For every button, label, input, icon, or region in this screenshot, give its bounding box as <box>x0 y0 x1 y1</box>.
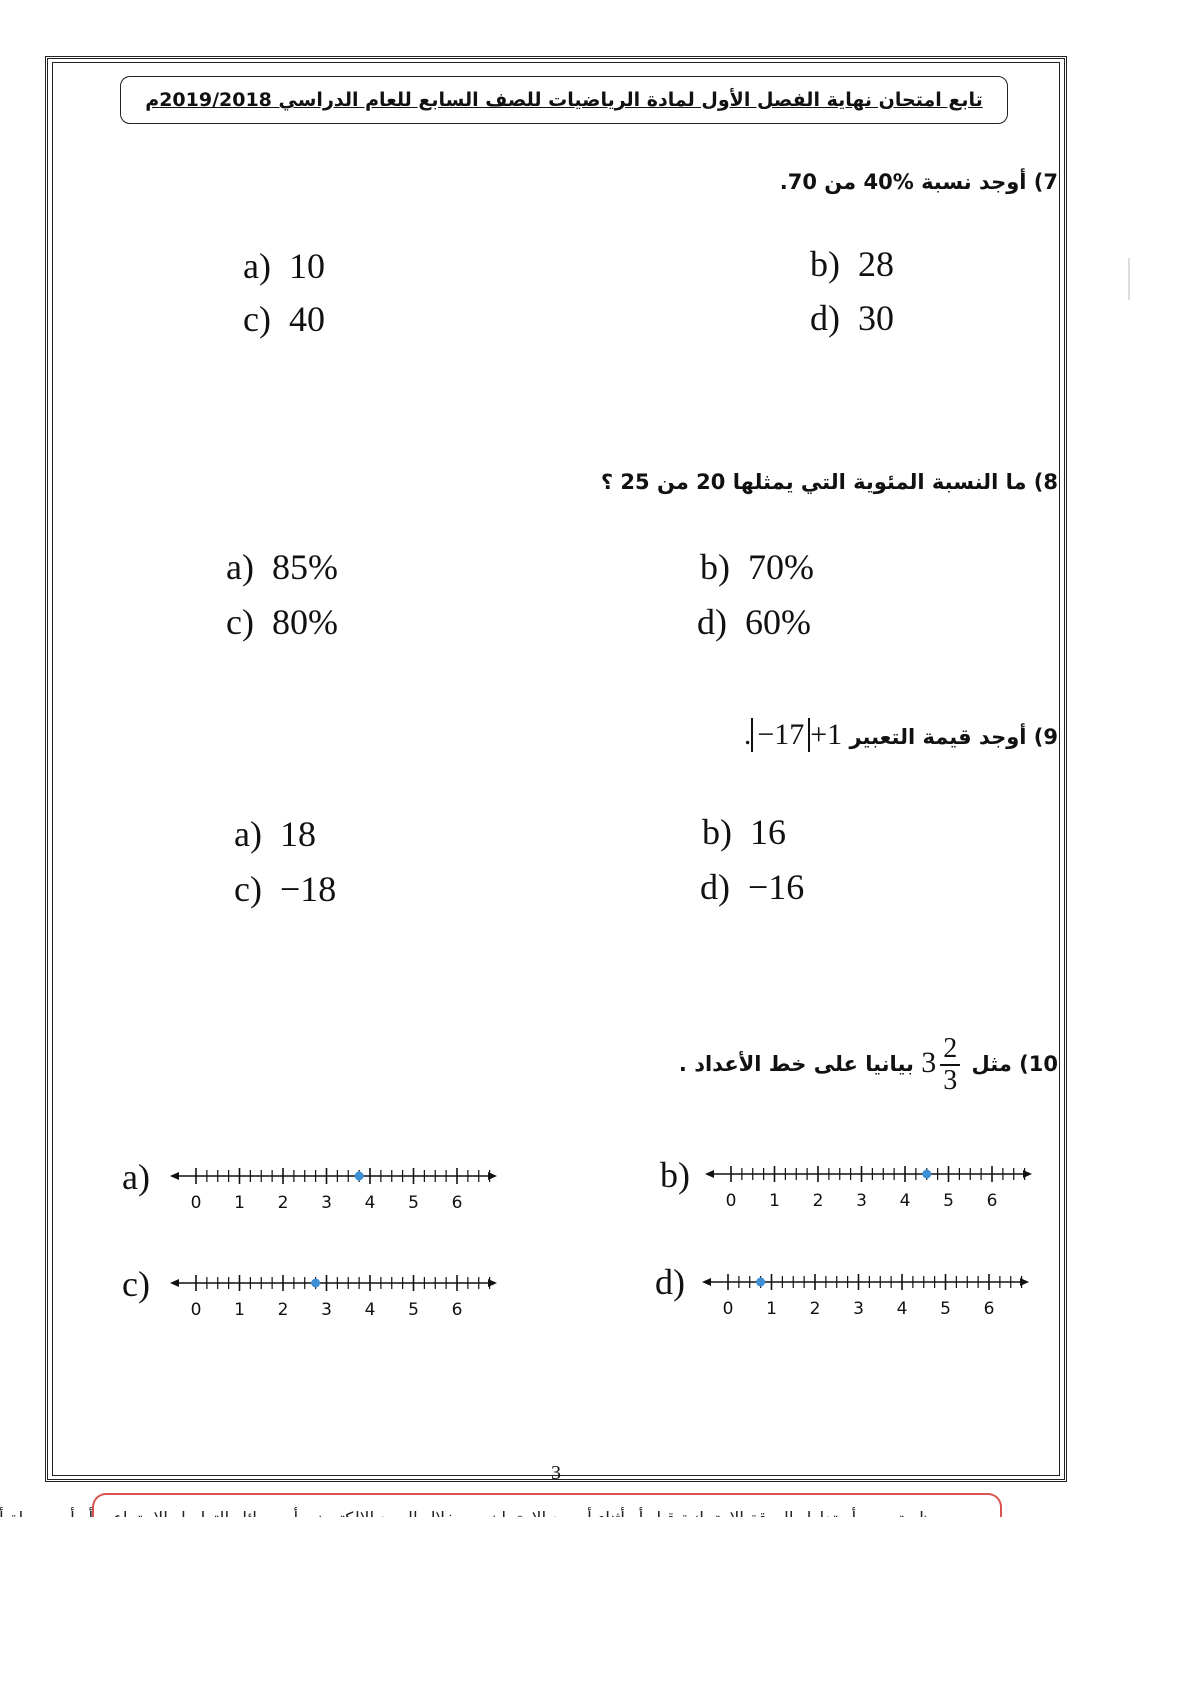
page-number: 3 <box>551 1462 561 1484</box>
fraction: $\frac{2}{3}$ <box>940 1034 960 1096</box>
q7-option-a: a) 10 <box>243 246 325 286</box>
tick-label: 4 <box>899 1191 911 1211</box>
q8-option-c: c) 80% <box>226 602 338 642</box>
q9-expression: . −17 +1 <box>743 718 843 751</box>
q7-option-c: c) 40 <box>243 299 325 339</box>
tick-label: 5 <box>940 1299 951 1319</box>
q10-number-line-b <box>705 1156 1045 1212</box>
plotted-point <box>922 1170 931 1179</box>
tick-label: 6 <box>451 1300 463 1320</box>
q10-prompt: 10) مثل <box>971 1052 1058 1076</box>
absolute-value-bars: −17 <box>751 718 810 752</box>
exam-header <box>120 76 1008 124</box>
q10-prompt-suffix: بيانيا على خط الأعداد . <box>678 1052 914 1076</box>
tick-label: 4 <box>364 1193 376 1213</box>
question-8: 8) ما النسبة المئوية التي يمثلها 20 من 25 ؟ <box>600 470 1058 494</box>
tick-label: 2 <box>277 1193 289 1213</box>
tick-label: 3 <box>321 1193 332 1213</box>
arrow-left-icon <box>702 1278 711 1286</box>
tick-label: 1 <box>766 1299 777 1319</box>
question-10 <box>679 1034 1058 1096</box>
tick-label: 2 <box>809 1299 821 1319</box>
tick-label: 6 <box>983 1299 995 1319</box>
q10-option-b-label: b) <box>660 1155 690 1195</box>
scan-blank-area <box>0 1517 1190 1687</box>
tick-label: 0 <box>190 1300 202 1320</box>
tick-label: 1 <box>769 1191 780 1211</box>
q9-option-c: c) −18 <box>234 869 337 909</box>
tick-label: 3 <box>853 1299 864 1319</box>
tick-label: 3 <box>321 1300 332 1320</box>
tick-label: 6 <box>451 1193 463 1213</box>
arrow-left-icon <box>170 1172 179 1180</box>
q7-option-b: b) 28 <box>810 244 894 284</box>
q9-option-b: b) 16 <box>702 812 786 852</box>
exam-title: تابع امتحان نهاية الفصل الأول لمادة الرياضيات للصف السابع للعام الدراسي 2019/2018م <box>145 89 983 111</box>
q7-option-d: d) 30 <box>810 298 894 338</box>
q10-number-line-c <box>170 1265 510 1321</box>
tick-label: 0 <box>722 1299 734 1319</box>
scan-edge-mark <box>1128 258 1130 300</box>
tick-label: 0 <box>725 1191 737 1211</box>
tick-label: 3 <box>856 1191 867 1211</box>
tick-label: 5 <box>943 1191 954 1211</box>
q8-option-a: a) 85% <box>226 547 338 587</box>
tick-label: 4 <box>364 1300 376 1320</box>
tick-label: 2 <box>812 1191 824 1211</box>
tick-label: 1 <box>234 1300 245 1320</box>
tick-label: 4 <box>896 1299 908 1319</box>
q8-option-b: b) 70% <box>700 547 814 587</box>
q10-number-line-a <box>170 1158 510 1214</box>
question-9 <box>744 718 1058 752</box>
tick-label: 6 <box>986 1191 998 1211</box>
tick-label: 1 <box>234 1193 245 1213</box>
tick-label: 5 <box>408 1300 419 1320</box>
question-7: 7) أوجد نسبة %40 من 70. <box>779 170 1058 194</box>
mixed-number: 3 $\frac{2}{3}$ <box>921 1034 964 1096</box>
arrow-left-icon <box>170 1279 179 1287</box>
arrow-left-icon <box>705 1170 714 1178</box>
q10-option-d-label: d) <box>655 1262 685 1302</box>
q9-option-a: a) 18 <box>234 814 316 854</box>
q10-option-a-label: a) <box>122 1157 150 1197</box>
plotted-point <box>311 1279 320 1288</box>
plotted-point <box>756 1278 765 1287</box>
q9-prompt: 9) أوجد قيمة التعبير <box>849 725 1058 749</box>
tick-label: 2 <box>277 1300 289 1320</box>
q8-option-d: d) 60% <box>697 602 811 642</box>
q10-number-line-d <box>702 1264 1042 1320</box>
plotted-point <box>355 1172 364 1181</box>
q10-option-c-label: c) <box>122 1264 150 1304</box>
tick-label: 5 <box>408 1193 419 1213</box>
q9-option-d: d) −16 <box>700 867 805 907</box>
tick-label: 0 <box>190 1193 202 1213</box>
